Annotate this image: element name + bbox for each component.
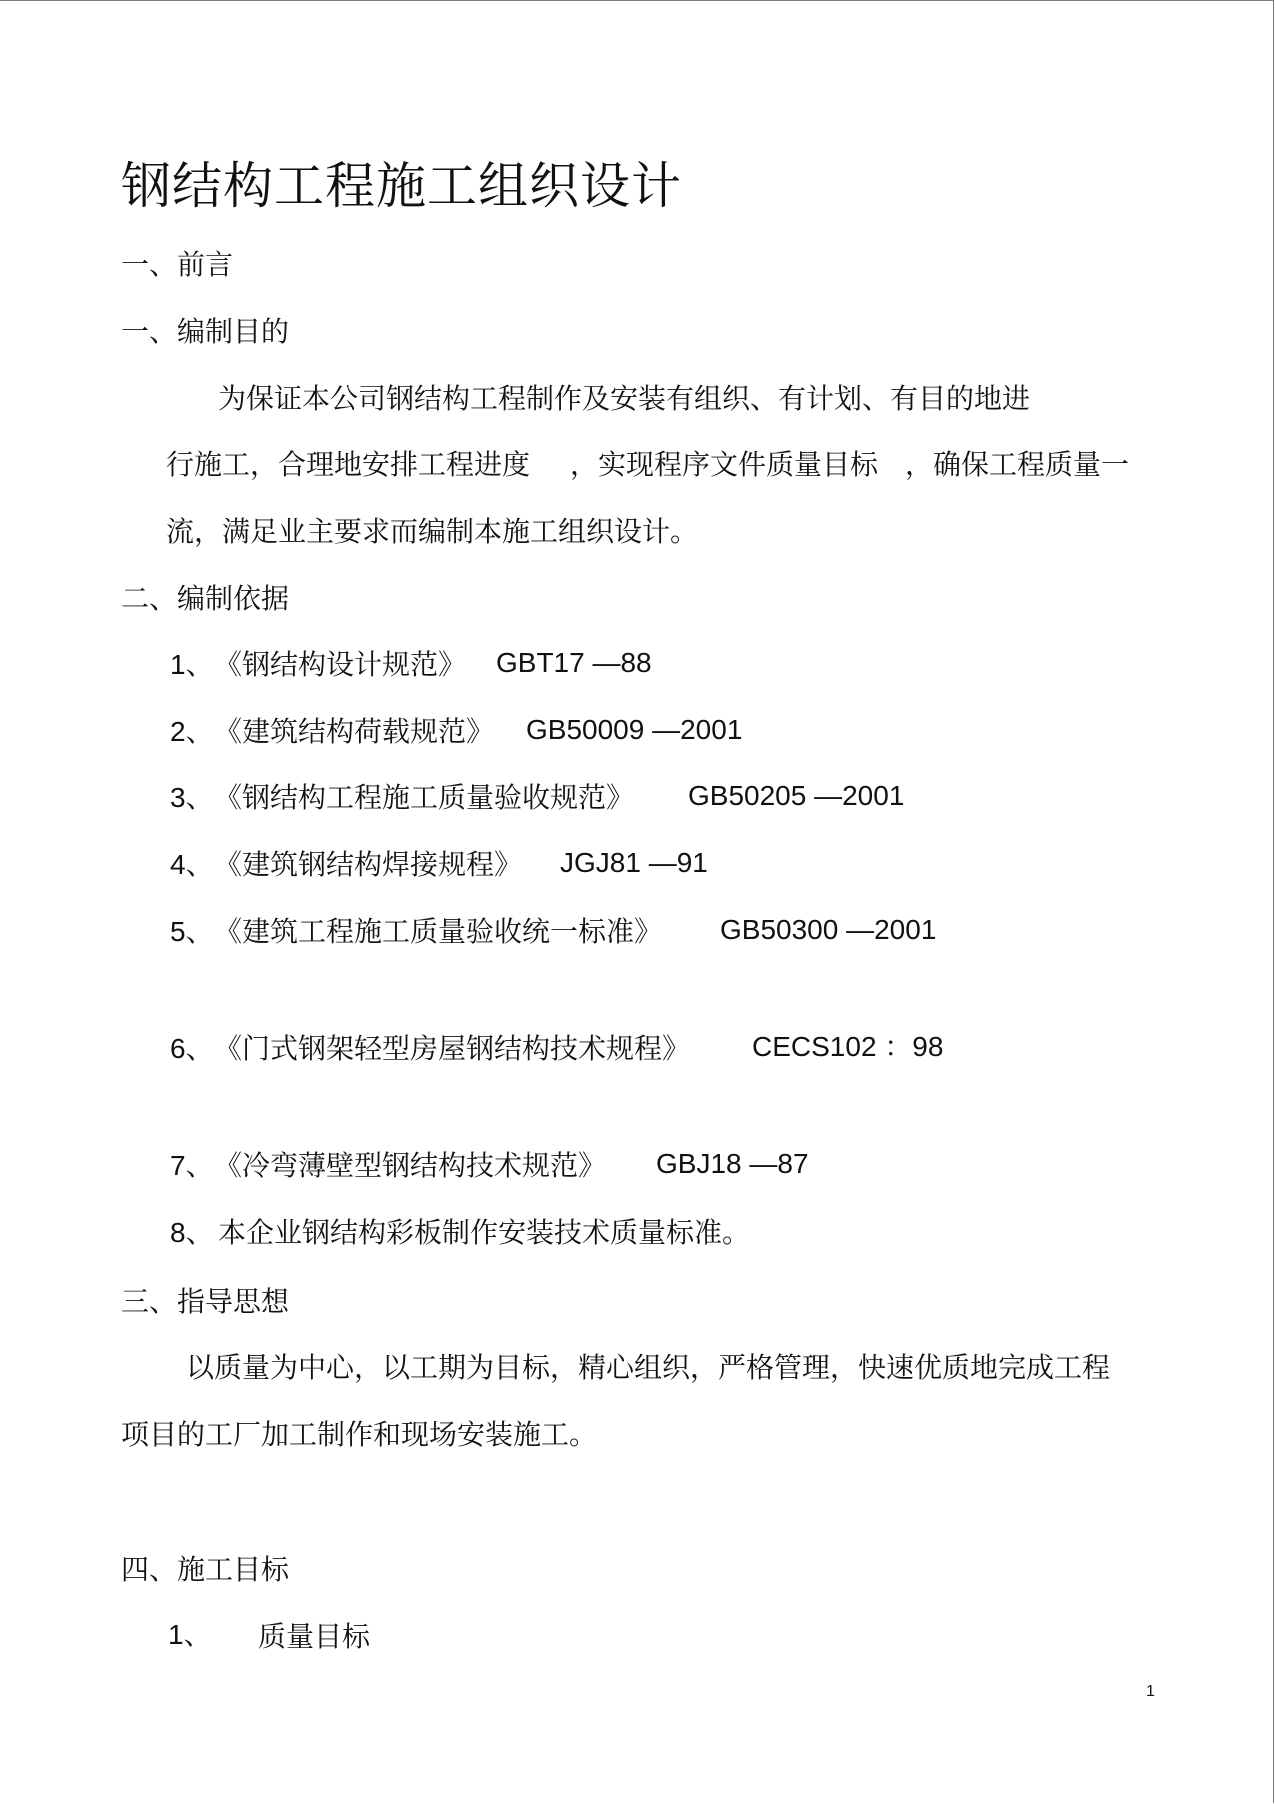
standard-code: JGJ81 —91	[560, 847, 708, 878]
standard-code: GB50300 —2001	[720, 914, 937, 945]
purpose-line-2a: 行施工，合理地安排工程进度	[166, 448, 531, 481]
item-number: 4、	[170, 849, 214, 880]
heading-guideline: 三、指导思想	[121, 1285, 290, 1318]
standard-name: 《冷弯薄壁型钢结构技术规范》	[214, 1149, 607, 1182]
goal-label: 质量目标	[258, 1620, 371, 1653]
standard-name: 《建筑钢结构焊接规程》	[214, 848, 523, 881]
standard-name: 《建筑结构荷载规范》	[214, 715, 495, 748]
heading-basis: 二、编制依据	[121, 582, 290, 615]
heading-preface: 一、前言	[121, 248, 234, 281]
item-number: 5、	[170, 916, 214, 947]
page-title: 钢结构工程施工组织设计	[121, 157, 682, 215]
standard-code: GB50009 —2001	[526, 714, 743, 745]
purpose-line-2c: ，确保工程质量一	[905, 448, 1130, 481]
standard-name: 本企业钢结构彩板制作安装技术质量标准。	[218, 1216, 751, 1249]
item-number: 1、	[170, 649, 214, 680]
purpose-line-1: 为保证本公司钢结构工程制作及安装有组织、有计划、有目的地进	[218, 382, 1031, 415]
standard-code: GBJ18 —87	[656, 1148, 809, 1179]
item-number: 2、	[170, 716, 214, 747]
item-number: 7、	[170, 1150, 214, 1181]
item-number: 8、	[170, 1217, 214, 1248]
standard-name: 《钢结构设计规范》	[214, 648, 467, 681]
standard-name: 《钢结构工程施工质量验收规范》	[214, 781, 635, 814]
item-number: 6、	[170, 1033, 214, 1064]
guide-line-1: 以质量为中心，以工期为目标，精心组织，严格管理，快速优质地完成工程	[186, 1351, 1111, 1384]
purpose-line-2b: ，实现程序文件质量目标	[570, 448, 879, 481]
item-number: 3、	[170, 782, 214, 813]
standard-code: GB50205 —2001	[688, 780, 905, 811]
heading-goals: 四、施工目标	[121, 1553, 290, 1586]
guide-line-2: 项目的工厂加工制作和现场安装施工。	[121, 1418, 598, 1451]
page-number: 1	[1146, 1683, 1155, 1700]
heading-purpose: 一、编制目的	[121, 315, 290, 348]
purpose-line-3: 流，满足业主要求而编制本施工组织设计。	[166, 515, 699, 548]
standard-name: 《门式钢架轻型房屋钢结构技术规程》	[214, 1032, 691, 1065]
goal-number: 1、	[168, 1619, 212, 1650]
standard-code: CECS102 ：98	[752, 1031, 944, 1062]
standard-name: 《建筑工程施工质量验收统一标准》	[214, 915, 663, 948]
standard-code: GBT17 —88	[496, 647, 652, 678]
